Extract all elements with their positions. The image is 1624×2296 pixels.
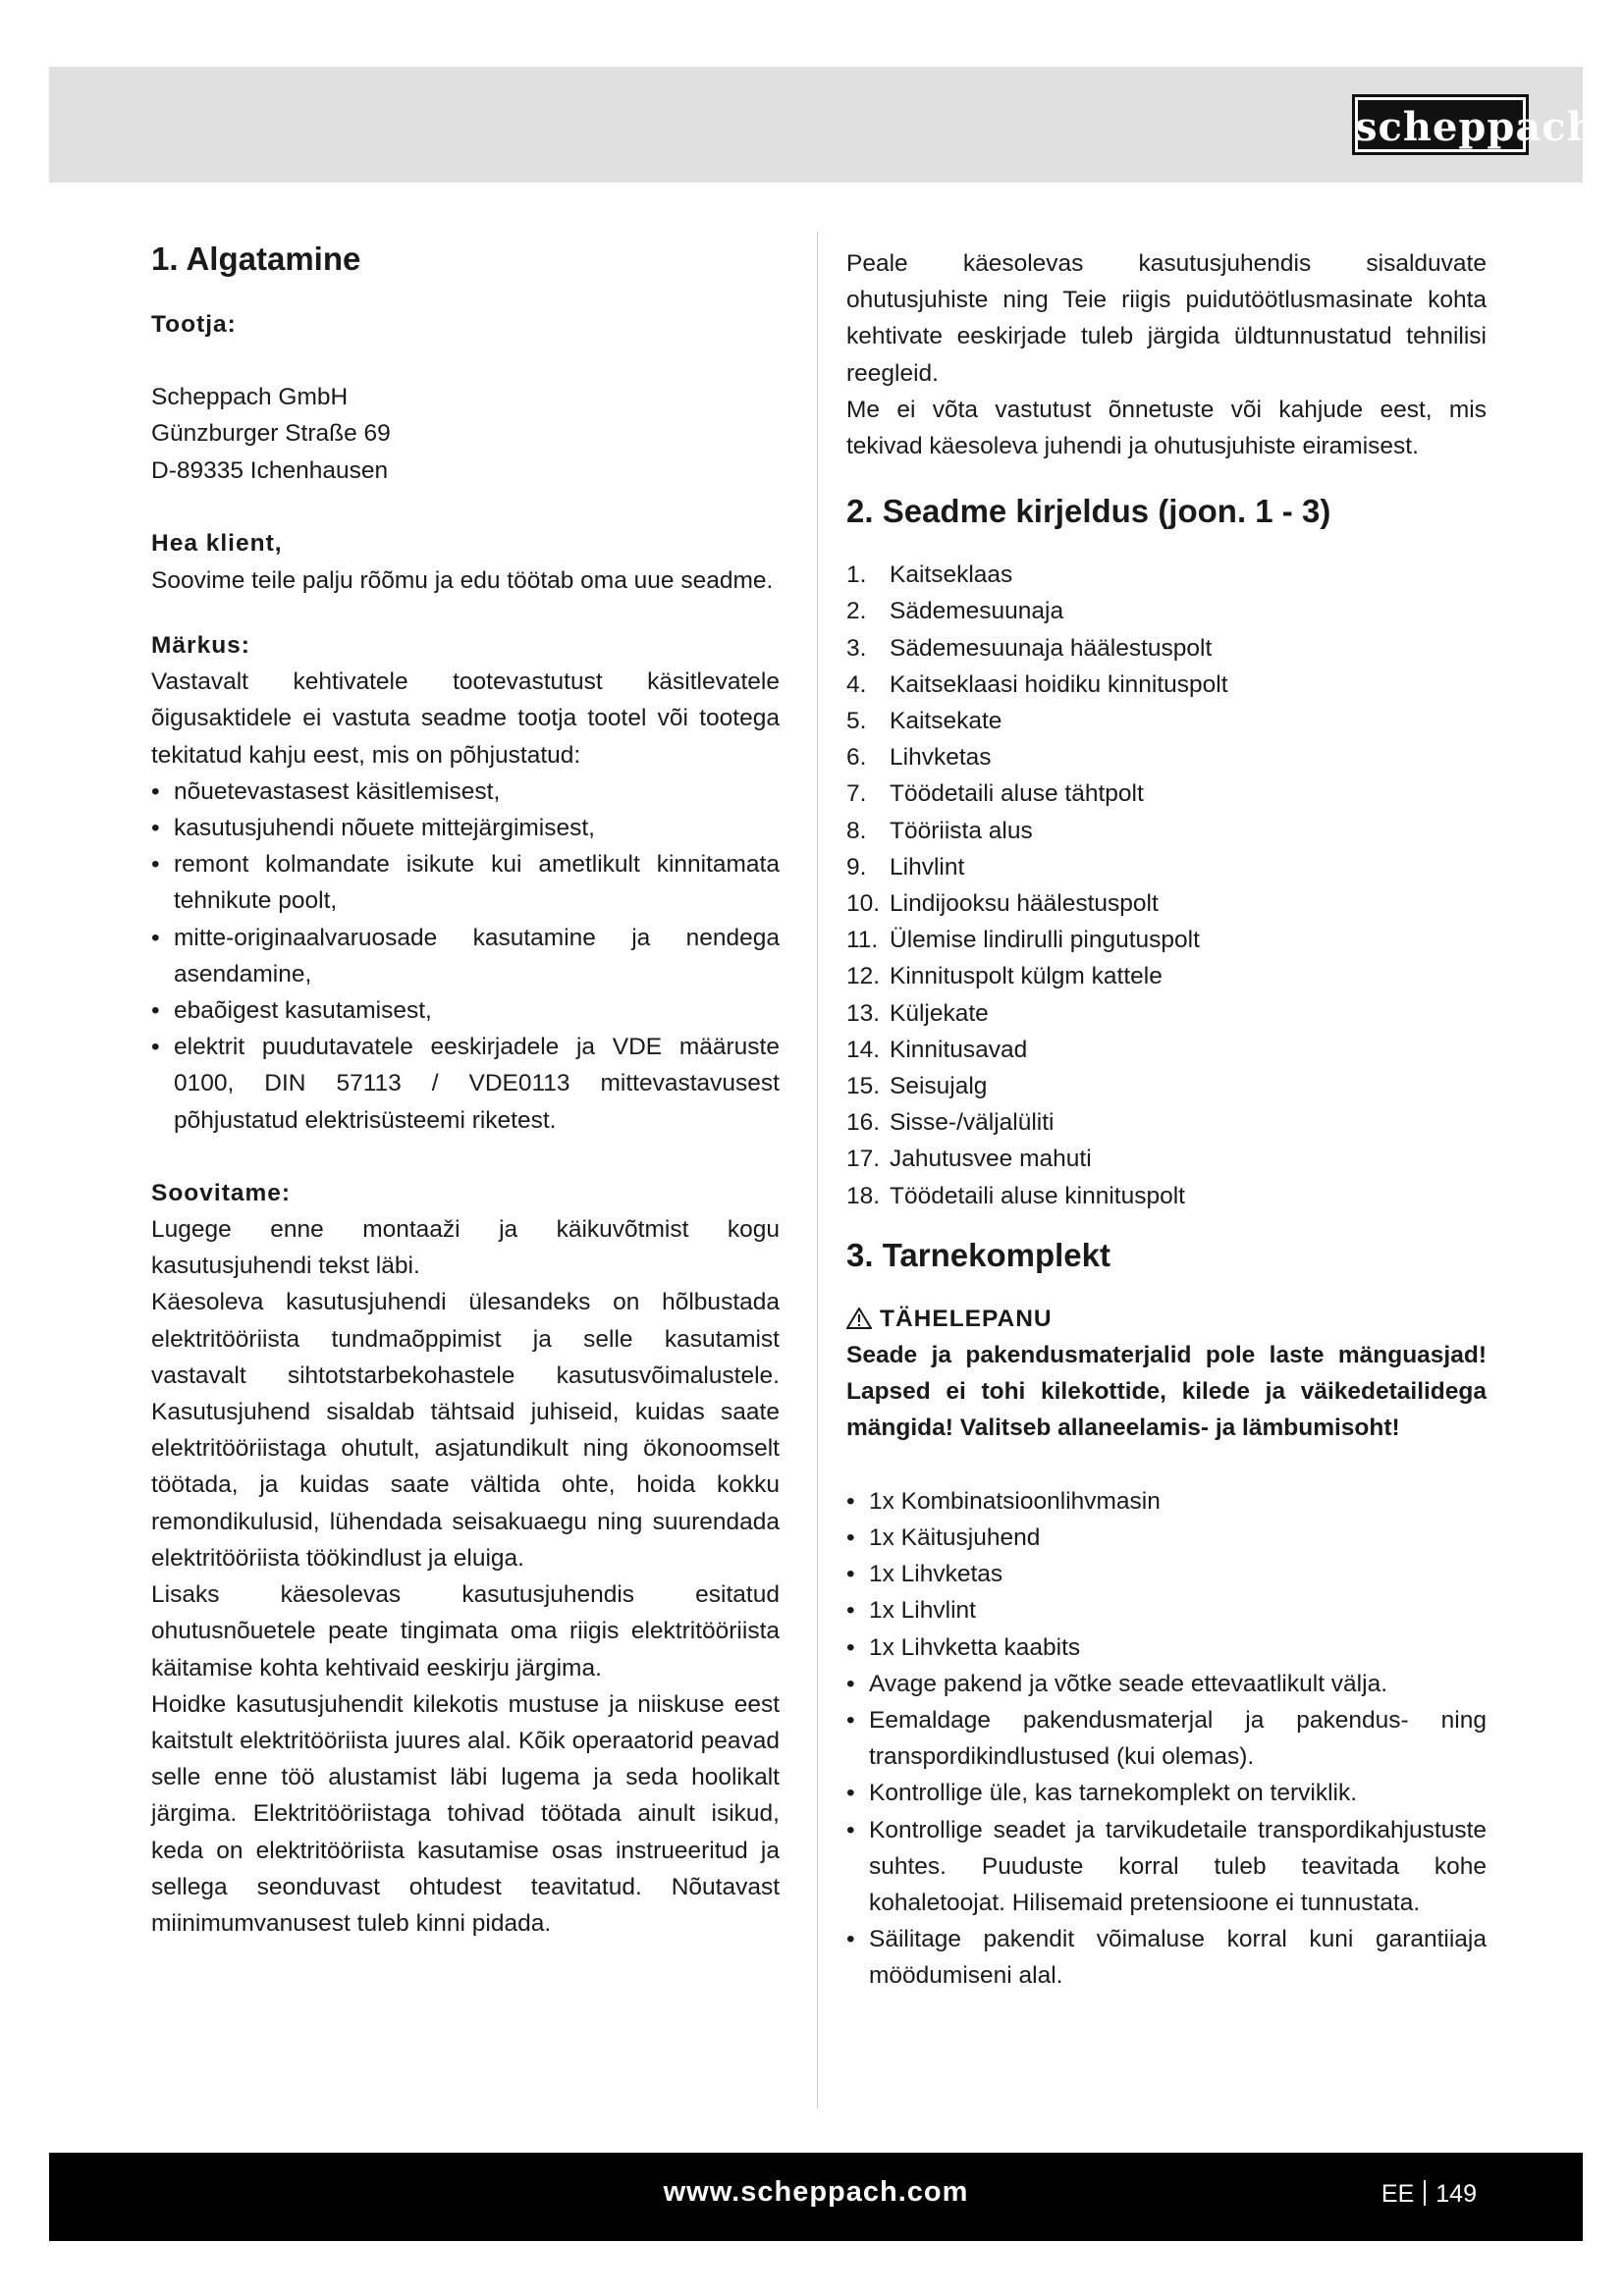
website-link[interactable]: www.scheppach.com xyxy=(663,2176,969,2208)
list-item: • mitte-originaalvaruosade kasutamine ja nendega asendamine, xyxy=(151,924,780,988)
list-item-text: Töödetaili aluse tähtpolt xyxy=(890,780,1144,808)
list-item: • elektrit puudutavatele eeskirjadele ja VDE määruste 0100, DIN 57113 / VDE0113 mittevastavusest põhjustatud elektrisüsteemi riketest. xyxy=(151,1034,780,1134)
warning-heading xyxy=(846,1301,1487,1337)
recommend-paragraph: Käesoleva kasutusjuhendi ülesandeks on hõlbustada elektritööriista tundmaõppimist ja selle kasutamist vastavalt sihtotstarbekohastele kasutusvõimalustele. Kasutusjuhend sisaldab tähtsaid juhiseid, kuidas saate elektritööriistaga ohutult, asjatundikult ning ökonoomselt töötada, ja kuidas saate vältida ohte, hoida kokku remondikulusid, lühendada seisakuaegu ning suurendada elektritööriista töökindlust ja eluiga. xyxy=(151,1289,780,1572)
note-list xyxy=(151,774,780,1139)
intro-paragraph: Peale käesolevas kasutusjuhendis sisalduvate ohutusjuhiste ning Teie riigis puidutöötlusmasinate kohta kehtivate eeskirjade tuleb järgida üldtunnustatud tehnilisi reegleid. xyxy=(846,250,1487,387)
list-item-number: 5. xyxy=(846,708,867,735)
address-line: D-89335 Ichenhausen xyxy=(151,456,389,484)
list-item-text: Säilitage pakendit võimaluse korral kuni garantiiaja möödumiseni alal. xyxy=(869,1926,1487,1990)
list-item-number: 10. xyxy=(846,890,881,918)
list-item-text: 1x Lihvketta kaabits xyxy=(869,1633,1081,1661)
list-item xyxy=(846,593,1487,629)
greeting-text: Soovime teile palju rõõmu ja edu töötab oma uue seadme. xyxy=(151,567,774,595)
list-item-text: Eemaldage pakendusmaterjal ja pakendus- ning transpordikindlustused (kui olemas). xyxy=(869,1706,1487,1771)
list-item xyxy=(846,1032,1487,1068)
list-item: • ebaõigest kasutamisest, xyxy=(151,997,432,1025)
list-item-number: 16. xyxy=(846,1109,881,1137)
list-item xyxy=(846,775,1487,812)
list-item-number: 12. xyxy=(846,963,881,990)
list-item xyxy=(846,1068,1487,1104)
list-item: • Kontrollige üle, kas tarnekomplekt on terviklik. xyxy=(846,1780,1358,1807)
list-item-text: Kaitseklaasi hoidiku kinnituspolt xyxy=(890,670,1228,698)
list-item-number: 7. xyxy=(846,780,867,808)
warning-text: Seade ja pakendusmaterjalid pole laste mänguasjad! Lapsed ei tohi kilekottide, kilede ja väikedetailidega mängida! Valitseb allaneelamis- ja lämbumisoht! xyxy=(846,1342,1487,1442)
list-item-text: Avage pakend ja võtke seade ettevaatlikult välja. xyxy=(869,1670,1388,1697)
list-item-number: 8. xyxy=(846,817,867,844)
list-item-text: Kontrollige seadet ja tarvikudetaile transpordikahjustuste suhtes. Puuduste korral tuleb teavitada kohe kohaletoojat. Hilisemaid pretensioone ei tunnustata. xyxy=(869,1816,1487,1916)
list-item: • Kontrollige seadet ja tarvikudetaile transpordikahjustuste suhtes. Puuduste korral tuleb teavitada kohe kohaletoojat. Hilisemaid pretensioone ei tunnustata. xyxy=(846,1816,1487,1916)
list-item xyxy=(846,557,1487,593)
list-item-number: 13. xyxy=(846,999,881,1027)
recommend-paragraph: Lugege enne montaaži ja käikuvõtmist kogu kasutusjuhendi tekst läbi. xyxy=(151,1216,780,1280)
list-item-text: 1x Käitusjuhend xyxy=(869,1523,1041,1551)
list-item-text: nõuetevastasest käsitlemisest, xyxy=(174,777,501,805)
list-item xyxy=(846,1141,1487,1177)
header-band xyxy=(49,67,1597,183)
address-line: Günzburger Straße 69 xyxy=(151,420,391,448)
manufacturer-label: Tootja: xyxy=(151,311,237,338)
recommend-label: Soovitame: xyxy=(151,1179,292,1206)
list-item xyxy=(846,1104,1487,1141)
list-item-text: 1x Lihvketas xyxy=(869,1561,1003,1588)
recommend-paragraph: Lisaks käesolevas kasutusjuhendis esitatud ohutusnõuetele peate tingimata oma riigis elektritööriista käitamise kohta kehtivaid eeskirju järgima. xyxy=(151,1581,780,1682)
list-item-text: Töödetaili aluse kinnituspolt xyxy=(890,1182,1185,1209)
list-item: • Säilitage pakendit võimaluse korral kuni garantiiaja möödumiseni alal. xyxy=(846,1926,1487,1990)
list-item-text: mitte-originaalvaruosade kasutamine ja nendega asendamine, xyxy=(174,924,780,988)
list-item: • nõuetevastasest käsitlemisest, xyxy=(151,777,501,805)
list-item-text: 1x Lihvlint xyxy=(869,1597,976,1625)
list-item-text: kasutusjuhendi nõuete mittejärgimisest, xyxy=(174,815,595,842)
list-item-text: Tööriista alus xyxy=(890,817,1033,844)
list-item xyxy=(846,1178,1487,1214)
list-item-text: Ülemise lindirulli pingutuspolt xyxy=(890,927,1200,954)
list-item-number: 14. xyxy=(846,1036,881,1063)
list-item-text: Küljekate xyxy=(890,999,989,1027)
list-item-number: 9. xyxy=(846,853,867,881)
list-item-text: Sisse-/väljalüliti xyxy=(890,1109,1055,1137)
list-item-text: Kontrollige üle, kas tarnekomplekt on terviklik. xyxy=(869,1780,1358,1807)
list-item-text: remont kolmandate isikute kui ametlikult kinnitamata tehnikute poolt, xyxy=(174,851,780,915)
column-divider xyxy=(817,232,818,2109)
list-item-text: ebaõigest kasutamisest, xyxy=(174,997,432,1025)
list-item: • Avage pakend ja võtke seade ettevaatlikult välja. xyxy=(846,1670,1388,1697)
section-2-title: 2. Seadme kirjeldus (joon. 1 - 3) xyxy=(846,493,1331,530)
list-item-text: 1x Kombinatsioonlihvmasin xyxy=(869,1487,1161,1515)
list-item-number: 15. xyxy=(846,1073,881,1100)
separator xyxy=(1424,2180,1426,2206)
list-item xyxy=(846,922,1487,958)
list-item: • 1x Lihvlint xyxy=(846,1597,976,1625)
list-item-text: Lindijooksu häälestuspolt xyxy=(890,890,1159,918)
note-label: Märkus: xyxy=(151,632,250,660)
list-item-text: Jahutusvee mahuti xyxy=(890,1146,1092,1173)
list-item-text: elektrit puudutavatele eeskirjadele ja VDE määruste 0100, DIN 57113 / VDE0113 mittevastavusest põhjustatud elektrisüsteemi riketest. xyxy=(174,1034,780,1134)
list-item: • Eemaldage pakendusmaterjal ja pakendus- ning transpordikindlustused (kui olemas). xyxy=(846,1706,1487,1771)
list-item xyxy=(846,995,1487,1032)
list-item-text: Kaitseklaas xyxy=(890,561,1013,589)
list-item-number: 1. xyxy=(846,561,867,589)
list-item xyxy=(846,813,1487,849)
language-code: EE xyxy=(1380,2180,1415,2208)
list-item: • remont kolmandate isikute kui ametlikult kinnitamata tehnikute poolt, xyxy=(151,851,780,915)
warning-label: TÄHELEPANU xyxy=(880,1305,1053,1332)
list-item-text: Lihvketas xyxy=(890,744,992,772)
list-item-number: 4. xyxy=(846,670,867,698)
list-item-text: Seisujalg xyxy=(890,1073,988,1100)
list-item-number: 17. xyxy=(846,1146,881,1173)
list-item xyxy=(846,703,1487,739)
note-intro: Vastavalt kehtivatele tootevastutust käsitlevatele õigusaktidele ei vastuta seadme tootja tootel või tootega tekitatud kahju eest, mis on põhjustatud: xyxy=(151,668,780,769)
list-item-number: 6. xyxy=(846,744,867,772)
footer-bar xyxy=(49,2153,1583,2241)
list-item-text: Sädemesuunaja häälestuspolt xyxy=(890,634,1213,662)
list-item-number: 18. xyxy=(846,1182,881,1209)
list-item xyxy=(846,630,1487,667)
address-line: Scheppach GmbH xyxy=(151,384,349,411)
list-item: • 1x Lihvketta kaabits xyxy=(846,1633,1081,1661)
list-item xyxy=(846,849,1487,885)
warning-triangle-icon xyxy=(846,1308,872,1329)
greeting-label: Hea klient, xyxy=(151,529,283,557)
scheppach-logo: scheppach xyxy=(1352,94,1529,155)
section-3-title: 3. Tarnekomplekt xyxy=(846,1236,1110,1273)
right-column xyxy=(846,245,1487,1995)
intro-paragraph: Me ei võta vastutust õnnetuste või kahjude eest, mis tekivad käesoleva juhendi ja ohutusjuhiste eiramisest. xyxy=(846,396,1487,460)
list-item-text: Kinnituspolt külgm kattele xyxy=(890,963,1163,990)
list-item: • kasutusjuhendi nõuete mittejärgimisest, xyxy=(151,815,595,842)
page-number-value: 149 xyxy=(1435,2180,1477,2208)
list-item xyxy=(846,958,1487,994)
list-item xyxy=(846,667,1487,703)
list-item-number: 2. xyxy=(846,598,867,625)
list-item-text: Kinnitusavad xyxy=(890,1036,1028,1063)
list-item-text: Lihvlint xyxy=(890,853,965,881)
page-number xyxy=(1381,2180,1477,2209)
list-item-number: 3. xyxy=(846,634,867,662)
list-item-text: Sädemesuunaja xyxy=(890,598,1064,625)
list-item-number: 11. xyxy=(846,927,879,954)
list-item: • 1x Lihvketas xyxy=(846,1561,1003,1588)
parts-list xyxy=(846,557,1487,1214)
recommend-paragraph: Hoidke kasutusjuhendit kilekotis mustuse ja niiskuse eest kaitstult elektritööriista juures alal. Kõik operaatorid peavad selle enne töö alustamist läbi lugema ja seda hoolikalt järgima. Elektritööriistaga tohivad töötada ainult isikud, keda on elektritööriista kasutamise osas instrueeritud ja sellega seonduvast ohtudest teavitatud. Nõutavast miinimumvanusest tuleb kinni pidada. xyxy=(151,1690,780,1937)
delivery-list xyxy=(846,1483,1487,1995)
list-item: • 1x Käitusjuhend xyxy=(846,1523,1041,1551)
list-item-text: Kaitsekate xyxy=(890,708,1002,735)
section-1-title: 1. Algatamine xyxy=(151,240,361,277)
list-item xyxy=(846,885,1487,922)
list-item: • 1x Kombinatsioonlihvmasin xyxy=(846,1487,1161,1515)
left-column xyxy=(151,238,780,1942)
list-item xyxy=(846,739,1487,775)
